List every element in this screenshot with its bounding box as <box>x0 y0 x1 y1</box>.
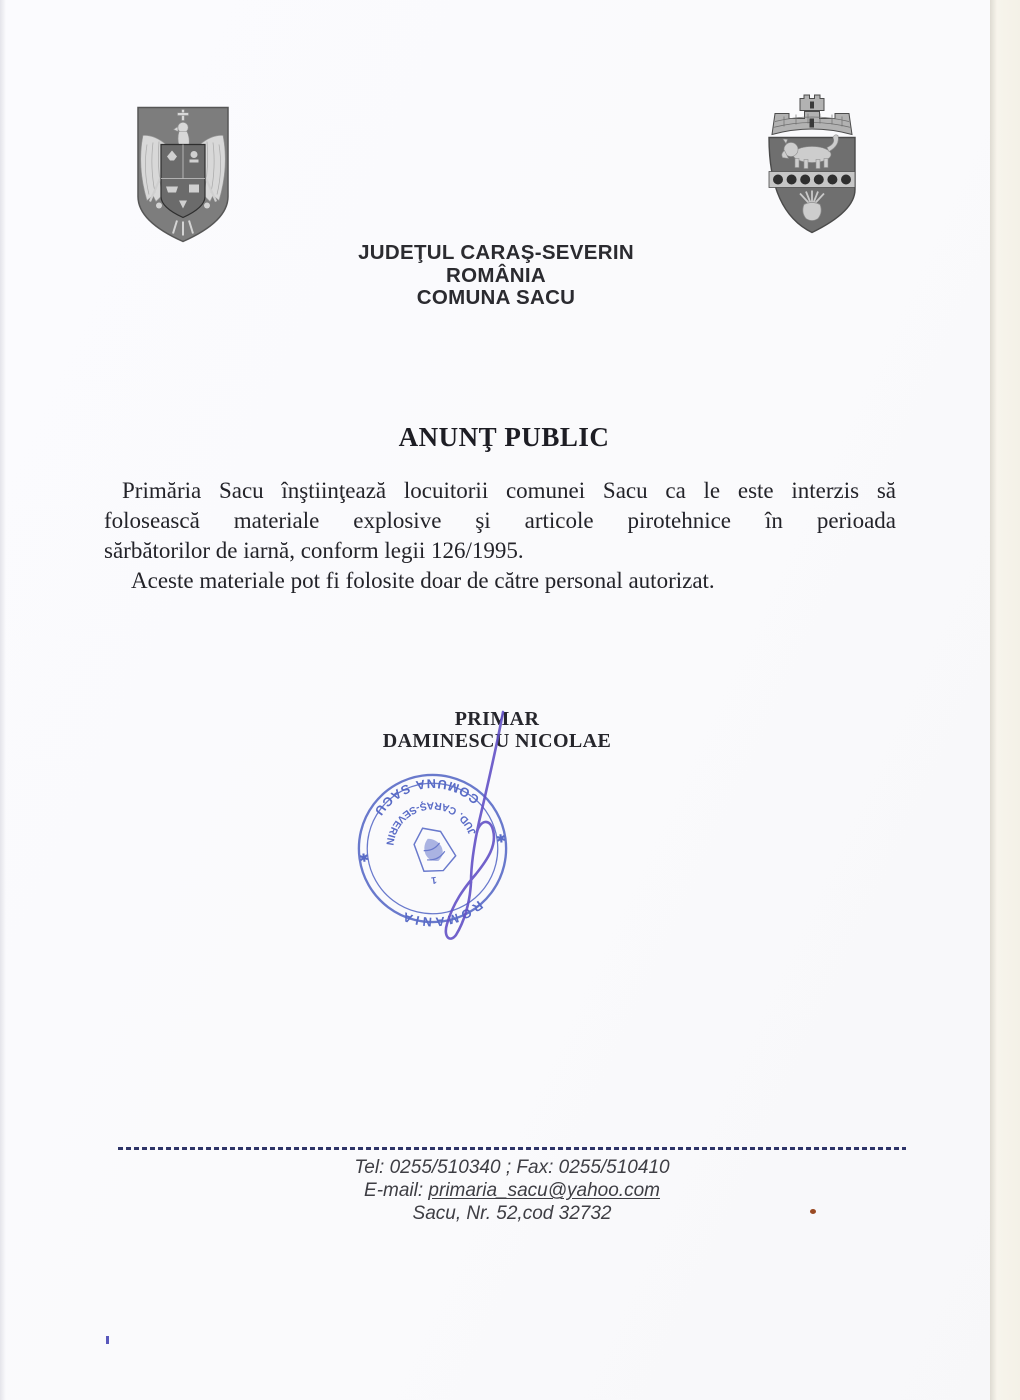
round-stamp-icon <box>344 760 521 937</box>
signatory-block <box>0 708 994 752</box>
announcement-body <box>104 476 896 596</box>
body-line: folosească materiale explosive şi articole pirotehnice în perioada <box>104 508 896 533</box>
footer-address: Sacu, Nr. 52,cod 32732 <box>412 1203 612 1224</box>
stamp-ring-top-text: ROMANIA <box>398 897 486 930</box>
stamp-inner-text: JUD. CARAŞ-SEVERIN <box>383 799 479 847</box>
footer-telephone-fax: Tel: 0255/510340 ; Fax: 0255/510410 <box>354 1157 670 1178</box>
letterhead <box>196 242 796 310</box>
romania-coat-of-arms-icon <box>133 104 233 245</box>
stamp-star-right: ✱ <box>358 850 370 864</box>
stamp-number: 1 <box>430 873 438 886</box>
scan-artifact-dot <box>810 1209 816 1214</box>
footer-contact-block <box>12 1156 1012 1225</box>
footer-email-label: E-mail: <box>364 1180 424 1201</box>
paper-edge-left <box>0 0 6 1400</box>
signatory-role: PRIMAR <box>454 708 540 730</box>
signatory-name: DAMINESCU NICOLAE <box>382 730 612 752</box>
scan-artifact-speck <box>106 1336 109 1344</box>
page-title: ANUNŢ PUBLIC <box>398 422 610 452</box>
letterhead-county: JUDEŢUL CARAŞ-SEVERIN <box>358 241 634 264</box>
footer-dashed-separator <box>118 1147 906 1150</box>
footer-email-address: primaria_sacu@yahoo.com <box>428 1180 660 1201</box>
sacu-coat-of-arms-icon <box>762 92 862 235</box>
footer-email-line <box>12 1179 1012 1202</box>
letterhead-country: ROMÂNIA <box>445 263 547 287</box>
body-line: Primăria Sacu înştiinţează locuitorii comunei Sacu ca le este interzis să <box>122 478 896 503</box>
stamp-ring-bottom-text: COMUNA SACU <box>370 776 482 821</box>
svg-text:ROMANIA <box>396 897 488 935</box>
stamp-star-left: ✱ <box>495 830 507 845</box>
body-line: sărbătorilor de iarnă, conform legii 126/1995. <box>104 538 524 563</box>
letterhead-commune: COMUNA SACU <box>416 286 576 309</box>
body-line: Aceste materiale pot fi folosite doar de către personal autorizat. <box>131 568 715 593</box>
